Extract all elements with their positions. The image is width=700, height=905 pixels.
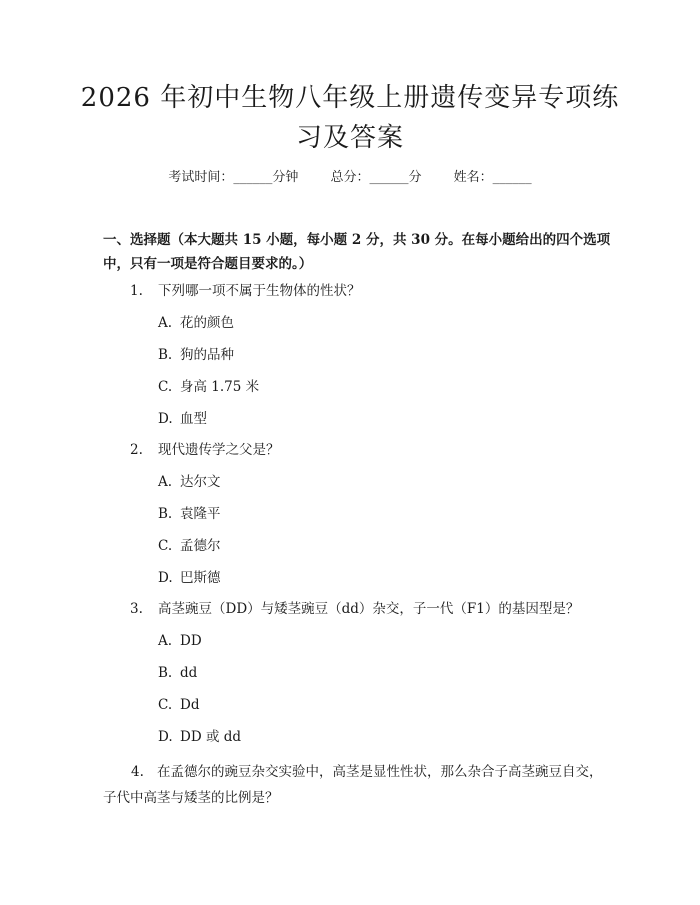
option-text: 孟德尔 [180, 538, 221, 554]
exam-meta [0, 168, 700, 188]
option-text: 巴斯德 [180, 570, 221, 586]
question-number: 4. [131, 764, 144, 780]
question-number: 2. [130, 442, 143, 458]
option-letter: C. [158, 697, 173, 713]
question-text: 高茎豌豆（DD）与矮茎豌豆（dd）杂交，子一代（F1）的基因型是？ [158, 601, 580, 617]
option-letter: D. [158, 411, 173, 427]
option-letter: A. [158, 474, 173, 490]
title-line-2: 习及答案 [295, 123, 404, 153]
option-1d [158, 409, 578, 429]
option-letter: A. [158, 315, 173, 331]
option-letter: D. [158, 570, 173, 586]
option-text: dd [180, 665, 198, 681]
option-1b [158, 345, 578, 365]
option-3b [158, 663, 578, 683]
option-letter: C. [158, 379, 173, 395]
option-1a [158, 313, 578, 333]
question-text: 在孟德尔的豌豆杂交实验中，高茎是显性性状，那么杂合子高茎豌豆自交，子代中高茎与矮茎的比例是？ [103, 764, 603, 806]
option-text: DD [180, 633, 202, 649]
option-2b [158, 504, 578, 524]
question-2 [130, 440, 610, 460]
option-text: 狗的品种 [180, 347, 234, 363]
question-1 [130, 281, 610, 301]
exam-time-field: 考试时间：______分钟 [168, 170, 299, 185]
option-text: 身高 1.75 米 [180, 379, 260, 395]
title-line-1: 2026 年初中生物八年级上册遗传变异专项练 [80, 83, 620, 113]
option-letter: B. [158, 347, 173, 363]
question-text: 现代遗传学之父是？ [158, 442, 280, 458]
option-text: 花的颜色 [180, 315, 234, 331]
option-text: 达尔文 [180, 474, 221, 490]
option-3a [158, 631, 578, 651]
option-text: 袁隆平 [180, 506, 221, 522]
option-1c [158, 377, 578, 397]
section-heading: 一、选择题（本大题共 15 小题，每小题 2 分，共 30 分。在每小题给出的四个选项中，只有一项是符合题目要求的。） [103, 232, 611, 272]
option-text: 血型 [180, 411, 207, 427]
option-3c [158, 695, 578, 715]
question-3 [130, 599, 610, 619]
question-number: 1. [130, 283, 143, 299]
student-name-field: 姓名：______ [453, 170, 532, 185]
document-title [60, 78, 640, 158]
option-letter: C. [158, 538, 173, 554]
option-letter: A. [158, 633, 173, 649]
total-score-field: 总分：______分 [330, 170, 422, 185]
option-2d [158, 568, 578, 588]
option-letter: D. [158, 729, 173, 745]
option-text: Dd [180, 697, 200, 713]
option-2c [158, 536, 578, 556]
option-3d [158, 727, 578, 747]
question-4 [103, 759, 613, 811]
question-number: 3. [130, 601, 143, 617]
option-letter: B. [158, 665, 173, 681]
option-text: DD 或 dd [180, 729, 242, 745]
question-text: 下列哪一项不属于生物体的性状？ [158, 283, 361, 299]
option-letter: B. [158, 506, 173, 522]
option-2a [158, 472, 578, 492]
